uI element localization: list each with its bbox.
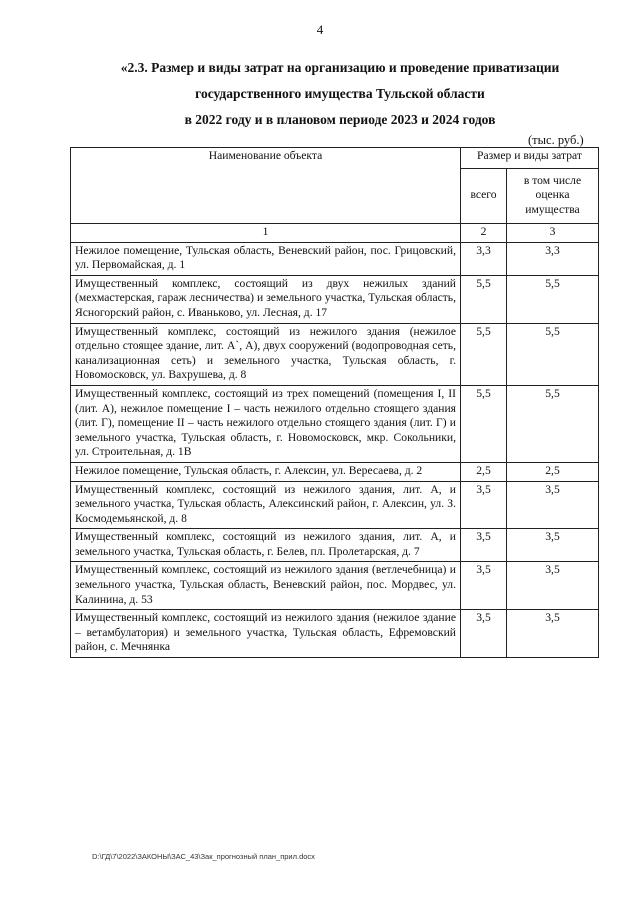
- column-index-1: 1: [71, 224, 461, 243]
- object-name: Имущественный комплекс, состоящий из трех помещений (помещения I, II (лит. А), нежилое помещение I – часть нежилого отдельно стоящего здания (лит. Г), помещение II – часть нежилого отдельно стоящего здания (лит. Г) и земельного участка, Тульская область, г. Новомосковск, мкр. Сокольники, ул. Строительная, д. 1В: [71, 385, 461, 462]
- table-row: [71, 323, 599, 385]
- heading-line-3: в 2022 году и в плановом периоде 2023 и 2024 годов: [184, 112, 496, 127]
- total-cost: 5,5: [461, 385, 507, 462]
- valuation-cost: 3,5: [507, 610, 599, 658]
- document-heading: [70, 55, 610, 133]
- valuation-cost: 5,5: [507, 323, 599, 385]
- total-cost: 3,3: [461, 242, 507, 275]
- column-index-3: 3: [507, 224, 599, 243]
- valuation-cost: 5,5: [507, 275, 599, 323]
- units-label: (тыс. руб.): [528, 133, 584, 147]
- total-cost: 2,5: [461, 462, 507, 481]
- page-number: 4: [316, 22, 324, 37]
- file-path-footer: D:\ГД\7\2022\ЗАКОНЫ\ЗАС_43\Зак_прогнозный план_прил.docx: [92, 852, 315, 861]
- valuation-cost: 3,3: [507, 242, 599, 275]
- header-costs: Размер и виды затрат: [461, 148, 599, 169]
- object-name: Имущественный комплекс, состоящий из двух нежилых зданий (мехмастерская, гараж лесничества) и земельного участка, Тульская область, Ясногорский район, с. Иваньково, ул. Лесная, д. 17: [71, 275, 461, 323]
- object-name: Нежилое помещение, Тульская область, г. Алексин, ул. Вересаева, д. 2: [71, 462, 461, 481]
- valuation-cost: 3,5: [507, 562, 599, 610]
- total-cost: 3,5: [461, 562, 507, 610]
- heading-line-1: «2.3. Размер и виды затрат на организацию и проведение приватизации: [120, 60, 560, 75]
- object-name: Нежилое помещение, Тульская область, Веневский район, пос. Грицовский, ул. Первомайская, д. 1: [71, 242, 461, 275]
- object-name: Имущественный комплекс, состоящий из нежилого здания (нежилое здание – ветамбулатория) и земельного участка, Тульская область, Ефремовский район, с. Мечнянка: [71, 610, 461, 658]
- valuation-cost: 5,5: [507, 385, 599, 462]
- object-name: Имущественный комплекс, состоящий из нежилого здания, лит. А, и земельного участка, Тульская область, г. Белев, пл. Пролетарская, д. 7: [71, 529, 461, 562]
- valuation-cost: 2,5: [507, 462, 599, 481]
- header-valuation: в том числе оценка имущества: [507, 169, 599, 224]
- table-row: [71, 610, 599, 658]
- table-row: [71, 242, 599, 275]
- object-name: Имущественный комплекс, состоящий из нежилого здания, лит. А, и земельного участка, Тульская область, Алексинский район, г. Алексин, ул. З. Космодемьянской, д. 8: [71, 481, 461, 529]
- total-cost: 3,5: [461, 481, 507, 529]
- object-name: Имущественный комплекс, состоящий из нежилого здания (нежилое отдельно стоящее здание, лит. А`, А), двух сооружений (водопроводная сеть, канализационная сеть) и земельного участка, Тульская область, г. Новомосковск, ул. Вахрушева, д. 8: [71, 323, 461, 385]
- header-total: всего: [461, 169, 507, 224]
- table-row: [71, 481, 599, 529]
- total-cost: 3,5: [461, 529, 507, 562]
- table-row: [71, 529, 599, 562]
- total-cost: 5,5: [461, 323, 507, 385]
- table-row: [71, 275, 599, 323]
- total-cost: 3,5: [461, 610, 507, 658]
- valuation-cost: 3,5: [507, 529, 599, 562]
- table-row: [71, 385, 599, 462]
- heading-line-2: государственного имущества Тульской области: [195, 86, 485, 101]
- table-row: [71, 462, 599, 481]
- object-name: Имущественный комплекс, состоящий из нежилого здания (ветлечебница) и земельного участка, Тульская область, Веневский район, пос. Мордвес, ул. Калинина, д. 53: [71, 562, 461, 610]
- header-object-name: Наименование объекта: [71, 148, 461, 224]
- privatization-costs-table: [70, 147, 599, 658]
- valuation-cost: 3,5: [507, 481, 599, 529]
- total-cost: 5,5: [461, 275, 507, 323]
- table-row: [71, 562, 599, 610]
- column-index-2: 2: [461, 224, 507, 243]
